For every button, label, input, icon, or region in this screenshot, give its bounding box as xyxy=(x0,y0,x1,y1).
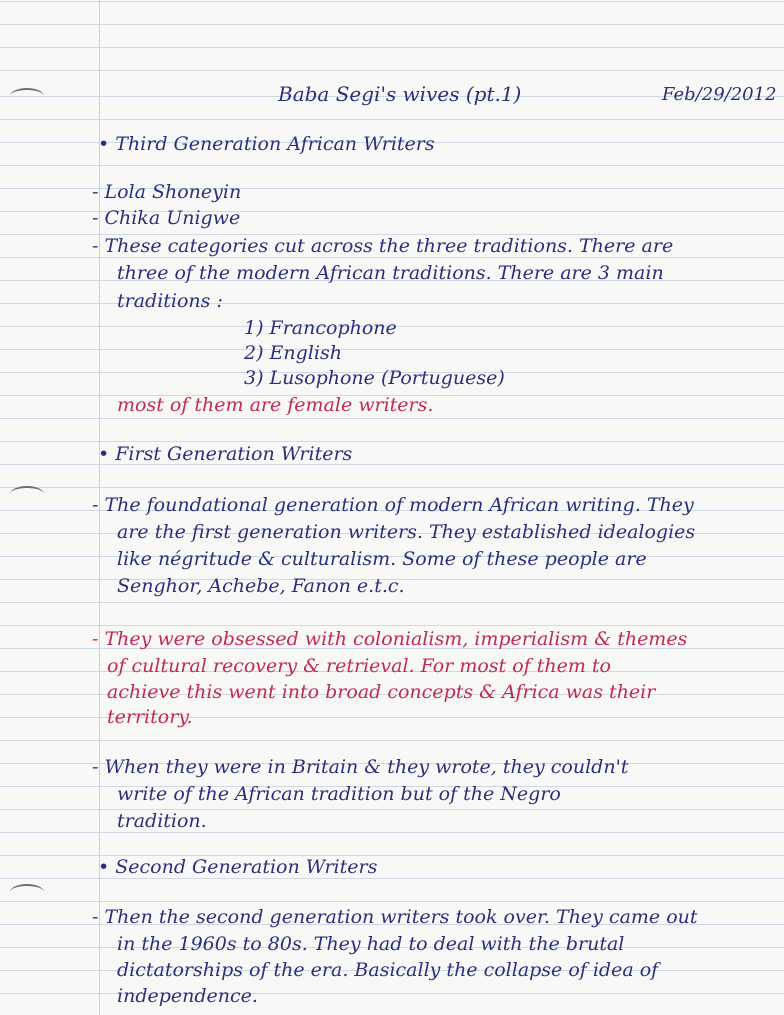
binder-hole-mark xyxy=(10,486,44,502)
list-item: - Lola Shoneyin xyxy=(92,181,242,203)
list-item: - Chika Unigwe xyxy=(92,207,241,229)
section-heading: • Third Generation African Writers xyxy=(98,133,435,155)
note-line: Senghor, Achebe, Fanon e.t.c. xyxy=(117,575,405,597)
note-line: - When they were in Britain & they wrote, they couldn't xyxy=(92,756,629,778)
note-line: - The foundational generation of modern African writing. They xyxy=(92,494,694,516)
note-line-red: most of them are female writers. xyxy=(117,394,434,416)
note-line-red: achieve this went into broad concepts & Africa was their xyxy=(107,681,656,703)
note-line: - Then the second generation writers took over. They came out xyxy=(92,906,698,928)
binder-hole-mark xyxy=(10,88,44,104)
section-heading: • Second Generation Writers xyxy=(98,856,378,878)
section-heading: • First Generation Writers xyxy=(98,443,353,465)
binder-hole-mark xyxy=(10,884,44,900)
note-line: tradition. xyxy=(117,810,207,832)
list-item: 3) Lusophone (Portuguese) xyxy=(244,367,505,389)
note-line: like négritude & culturalism. Some of these people are xyxy=(117,548,647,570)
note-line-red: territory. xyxy=(107,706,193,728)
note-line: in the 1960s to 80s. They had to deal with the brutal xyxy=(117,933,625,955)
note-line: write of the African tradition but of the Negro xyxy=(117,783,561,805)
note-line: independence. xyxy=(117,985,258,1007)
page-date: Feb/29/2012 xyxy=(662,84,777,105)
note-line-red: - They were obsessed with colonialism, imperialism & themes xyxy=(92,628,688,650)
note-line: dictatorships of the era. Basically the collapse of idea of xyxy=(117,959,659,981)
list-item: 1) Francophone xyxy=(244,317,397,339)
note-line: - These categories cut across the three traditions. There are xyxy=(92,235,674,257)
note-line-red: of cultural recovery & retrieval. For most of them to xyxy=(107,655,611,677)
note-line: traditions : xyxy=(117,290,223,312)
note-line: are the first generation writers. They established idealogies xyxy=(117,521,696,543)
note-line: three of the modern African traditions. There are 3 main xyxy=(117,262,664,284)
page-title: Baba Segi's wives (pt.1) xyxy=(278,82,522,106)
list-item: 2) English xyxy=(244,342,342,364)
